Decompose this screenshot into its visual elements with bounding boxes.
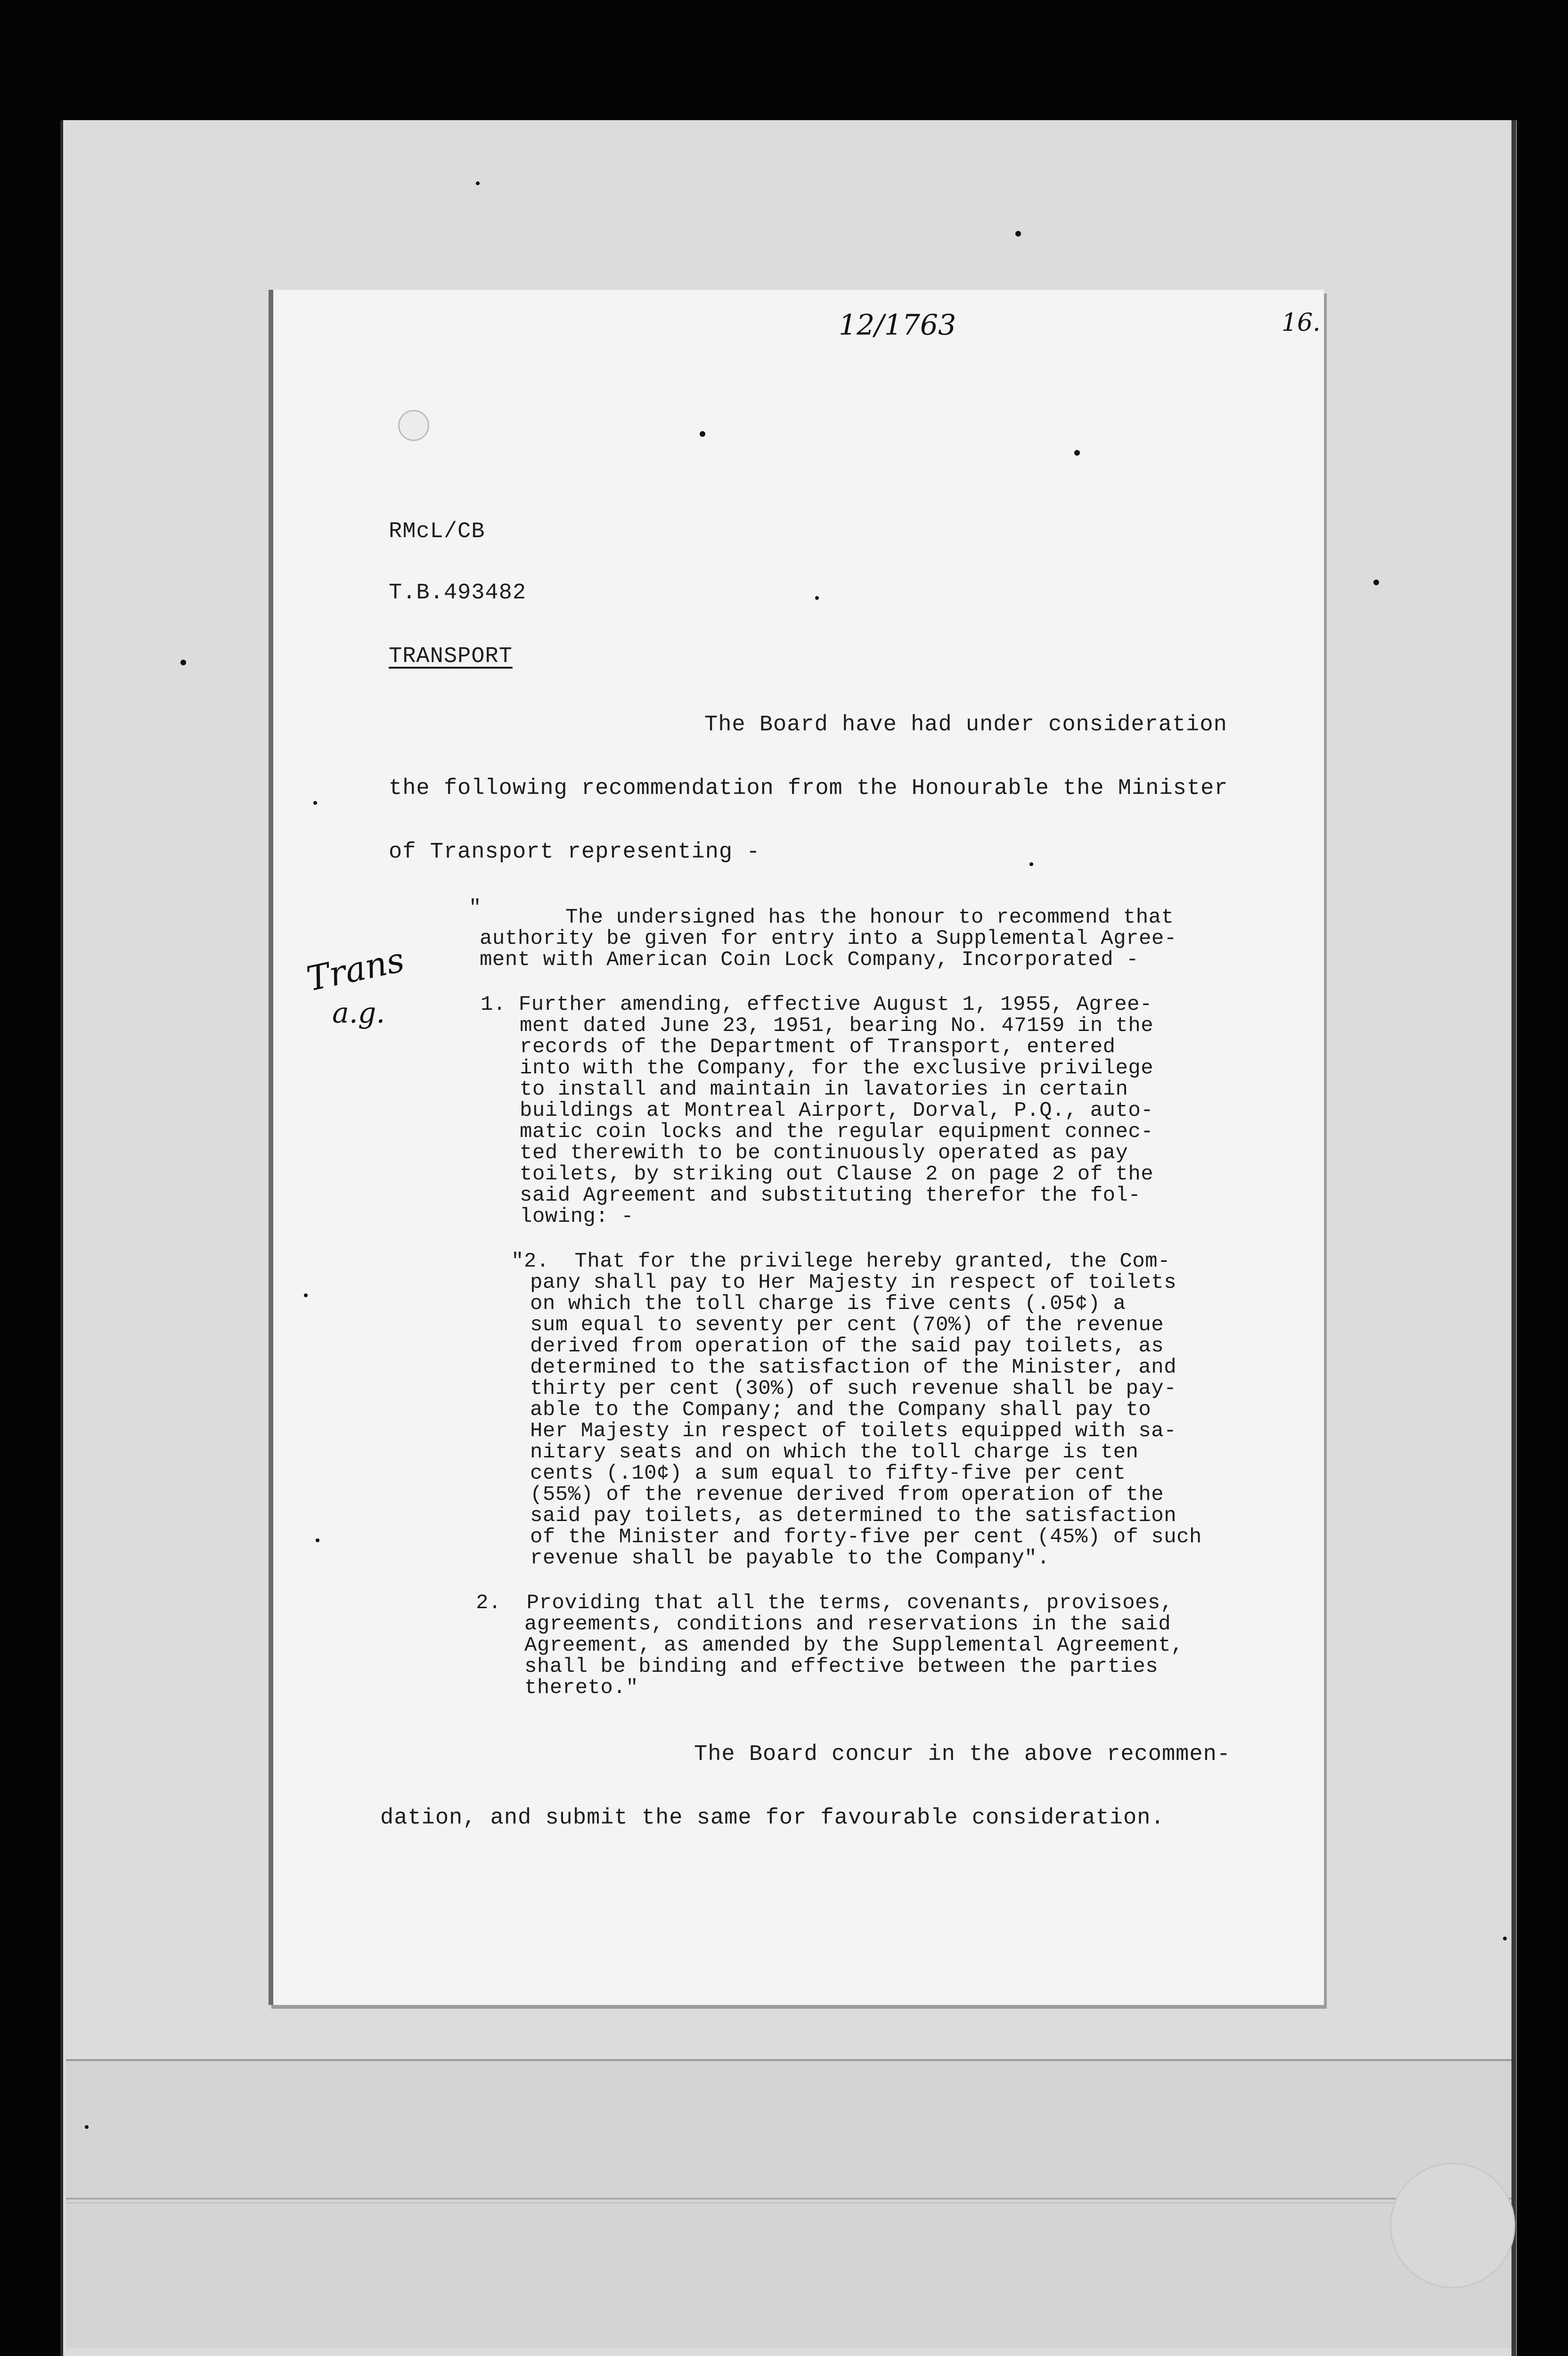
file-number-annotation: 12/1763: [839, 309, 956, 342]
intro-line: of Transport representing -: [389, 840, 760, 865]
speck: [313, 801, 317, 805]
item-1-line: 1. Further amending, effective August 1, 1955, Agree-: [481, 993, 1152, 1016]
speck: [700, 431, 705, 437]
item-1-line: lowing: -: [520, 1205, 634, 1228]
background-edge: [1511, 120, 1516, 2356]
quote-mark: ": [469, 896, 482, 920]
item-1-line: ment dated June 23, 1951, bearing No. 47159 in the: [520, 1014, 1154, 1038]
item-1-line: ted therewith to be continuously operated as pay: [520, 1141, 1128, 1165]
clause-2-line: revenue shall be payable to the Company".: [530, 1546, 1050, 1570]
clause-2-line: said pay toilets, as determined to the satisfaction: [530, 1504, 1177, 1528]
speck: [476, 181, 480, 185]
item-1-line: into with the Company, for the exclusive privilege: [520, 1056, 1154, 1080]
clause-2-line: (55%) of the revenue derived from operation of the: [530, 1483, 1164, 1506]
item-1-line: toilets, by striking out Clause 2 on page 2 of the: [520, 1162, 1154, 1186]
department-heading: TRANSPORT: [389, 644, 513, 669]
clause-2-line: determined to the satisfaction of the Minister, and: [530, 1356, 1177, 1379]
speck: [1015, 231, 1021, 237]
speck: [1373, 580, 1379, 585]
margin-note: a.g.: [332, 997, 385, 1030]
item-2-line: Agreement, as amended by the Supplemental Agreement,: [524, 1634, 1184, 1657]
speck: [316, 1538, 319, 1542]
punch-hole: [398, 410, 429, 441]
fold-line: [66, 2202, 1511, 2203]
reference-code: RMcL/CB: [389, 519, 485, 544]
speck: [1503, 1937, 1507, 1940]
clause-2-line: able to the Company; and the Company shall pay to: [530, 1398, 1152, 1422]
clause-2-line: of the Minister and forty-five per cent (45%) of such: [530, 1525, 1202, 1549]
recommendation-line: ment with American Coin Lock Company, Incorporated -: [480, 948, 1139, 972]
speck: [85, 2125, 89, 2129]
conclusion-line: The Board concur in the above recommen-: [694, 1742, 1231, 1767]
recommendation-line: The undersigned has the honour to recommend that: [565, 906, 1174, 929]
tb-number: T.B.493482: [389, 581, 527, 605]
clause-2-line: pany shall pay to Her Majesty in respect of toilets: [530, 1271, 1177, 1294]
embossed-seal: [1390, 2163, 1515, 2288]
clause-2-line: Her Majesty in respect of toilets equipped with sa-: [530, 1419, 1177, 1443]
item-1-line: matic coin locks and the regular equipment connec-: [520, 1120, 1154, 1144]
item-2-line: thereto.": [524, 1676, 639, 1700]
item-2-line: 2. Providing that all the terms, covenants, provisoes,: [476, 1591, 1173, 1615]
clause-2-line: derived from operation of the said pay toilets, as: [530, 1334, 1164, 1358]
document-page: [269, 290, 1324, 2005]
speck: [304, 1293, 308, 1297]
speck: [1029, 862, 1033, 866]
clause-2-line: thirty per cent (30%) of such revenue shall be pay-: [530, 1377, 1177, 1400]
lower-sheet: [66, 2059, 1511, 2348]
speck: [180, 660, 186, 665]
item-1-line: said Agreement and substituting therefor the fol-: [520, 1184, 1141, 1207]
intro-line: The Board have had under consideration: [704, 712, 1227, 737]
recommendation-line: authority be given for entry into a Supplemental Agree-: [480, 927, 1177, 950]
speck: [815, 596, 819, 600]
conclusion-line: dation, and submit the same for favourable consideration.: [380, 1806, 1165, 1831]
intro-line: the following recommendation from the Honourable the Minister: [389, 776, 1228, 801]
page-number: 16.: [1282, 309, 1321, 337]
fold-line: [66, 2198, 1511, 2200]
clause-2-line: on which the toll charge is five cents (.05¢) a: [530, 1292, 1126, 1316]
item-2-line: agreements, conditions and reservations in the said: [524, 1612, 1171, 1636]
item-1-line: records of the Department of Transport, entered: [520, 1035, 1116, 1059]
speck: [1074, 450, 1080, 456]
item-1-line: to install and maintain in lavatories in certain: [520, 1078, 1128, 1101]
clause-2-line: cents (.10¢) a sum equal to fifty-five per cent: [530, 1462, 1126, 1485]
clause-2-line: sum equal to seventy per cent (70%) of the revenue: [530, 1313, 1164, 1337]
item-2-line: shall be binding and effective between the parties: [524, 1655, 1159, 1678]
margin-note: Trans: [303, 940, 408, 999]
item-1-line: buildings at Montreal Airport, Dorval, P.Q., auto-: [520, 1099, 1154, 1122]
clause-2-line: nitary seats and on which the toll charge is ten: [530, 1440, 1139, 1464]
clause-2-line: "2. That for the privilege hereby granted, the Com-: [511, 1250, 1171, 1273]
